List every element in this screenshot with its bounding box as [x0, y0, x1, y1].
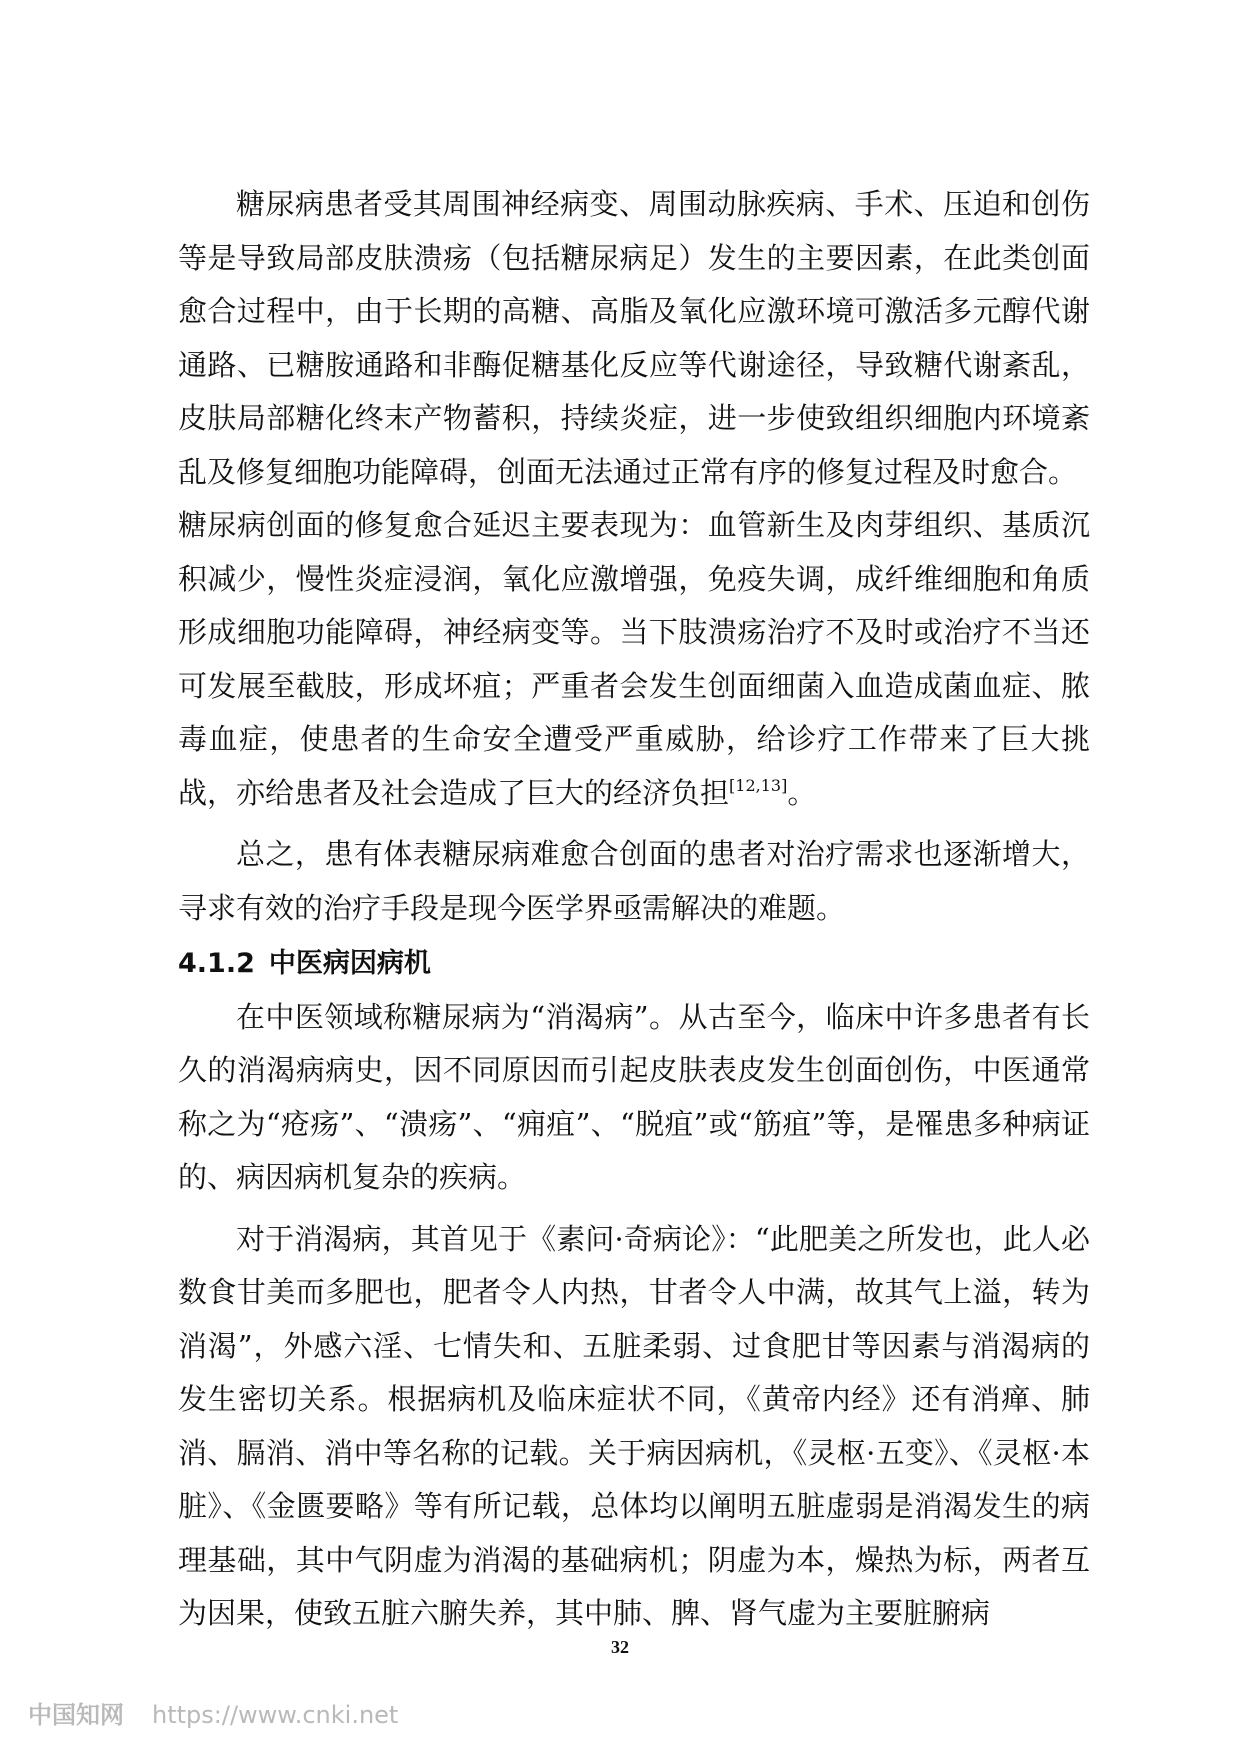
paragraph-3-text: 总之，患有体表糖尿病难愈合创面的患者对治疗需求也逐渐增大，寻求有效的治疗手段是现今医学界亟需解决的难题。: [178, 837, 1090, 925]
section-title: 中医病因病机: [268, 948, 431, 979]
cnki-watermark: [28, 1695, 398, 1730]
paragraph-2: [178, 499, 1090, 820]
citation-superscript[interactable]: [12,13]: [729, 775, 788, 795]
watermark-logo-text: 中国知网: [28, 1701, 124, 1729]
paragraph-2-text: 糖尿病创面的修复愈合延迟主要表现为：血管新生及肉芽组织、基质沉积减少，慢性炎症浸润，氧化应激增强，免疫失调，成纤维细胞和角质形成细胞功能障碍，神经病变等。当下肢溃疡治疗不及时或治疗不当还可发展至截肢，形成坏疽；严重者会发生创面细菌入血造成菌血症、脓毒血症，使患者的生命安全遭受严重威胁，给诊疗工作带来了巨大挑战，亦给患者及社会造成了巨大的经济负担: [178, 508, 1090, 810]
page-number: 32: [611, 1637, 629, 1657]
paragraph-4-text: 在中医领域称糖尿病为“消渴病”。从古至今，临床中许多患者有长久的消渴病病史，因不同原因而引起皮肤表皮发生创面创伤，中医通常称之为“疮疡”、“溃疡”、“痈疽”、“脱疽”或“筋疽”等，是罹患多种病证的、病因病机复杂的疾病。: [178, 999, 1090, 1194]
paragraph-3: [178, 828, 1090, 935]
paragraph-1-text: 糖尿病患者受其周围神经病变、周围动脉疾病、手术、压迫和创伤等是导致局部皮肤溃疡（包括糖尿病足）发生的主要因素，在此类创面愈合过程中，由于长期的高糖、高脂及氧化应激环境可激活多元醇代谢通路、已糖胺通路和非酶促糖基化反应等代谢途径，导致糖代谢紊乱，皮肤局部糖化终末产物蓄积，持续炎症，进一步使致组织细胞内环境紊乱及修复细胞功能障碍，创面无法通过正常有序的修复过程及时愈合。: [178, 187, 1090, 489]
paragraph-5: [178, 1213, 1090, 1641]
paragraph-5-text: 对于消渴病，其首见于《素问·奇病论》：“此肥美之所发也，此人必数食甘美而多肥也，肥者令人内热，甘者令人中满，故其气上溢，转为消渴”，外感六淫、七情失和、五脏柔弱、过食肥甘等因素与消渴病的发生密切关系。根据病机及临床症状不同，《黄帝内经》还有消瘅、肺消、膈消、消中等名称的记载。关于病因病机，《灵枢·五变》、《灵枢·本脏》、《金匮要略》等有所记载，总体均以阐明五脏虚弱是消渴发生的病理基础，其中气阴虚为消渴的基础病机；阴虚为本，燥热为标，两者互为因果，使致五脏六腑失养，其中肺、脾、肾气虚为主要脏腑病: [178, 1221, 1090, 1630]
paragraph-4: [178, 991, 1090, 1205]
watermark-url[interactable]: https://www.cnki.net: [152, 1701, 399, 1729]
paragraph-2-end: 。: [787, 775, 817, 810]
section-number: 4.1.2: [178, 948, 255, 979]
page-body: [178, 178, 1090, 1641]
section-heading: [178, 937, 1090, 991]
paragraph-1: [178, 178, 1090, 499]
